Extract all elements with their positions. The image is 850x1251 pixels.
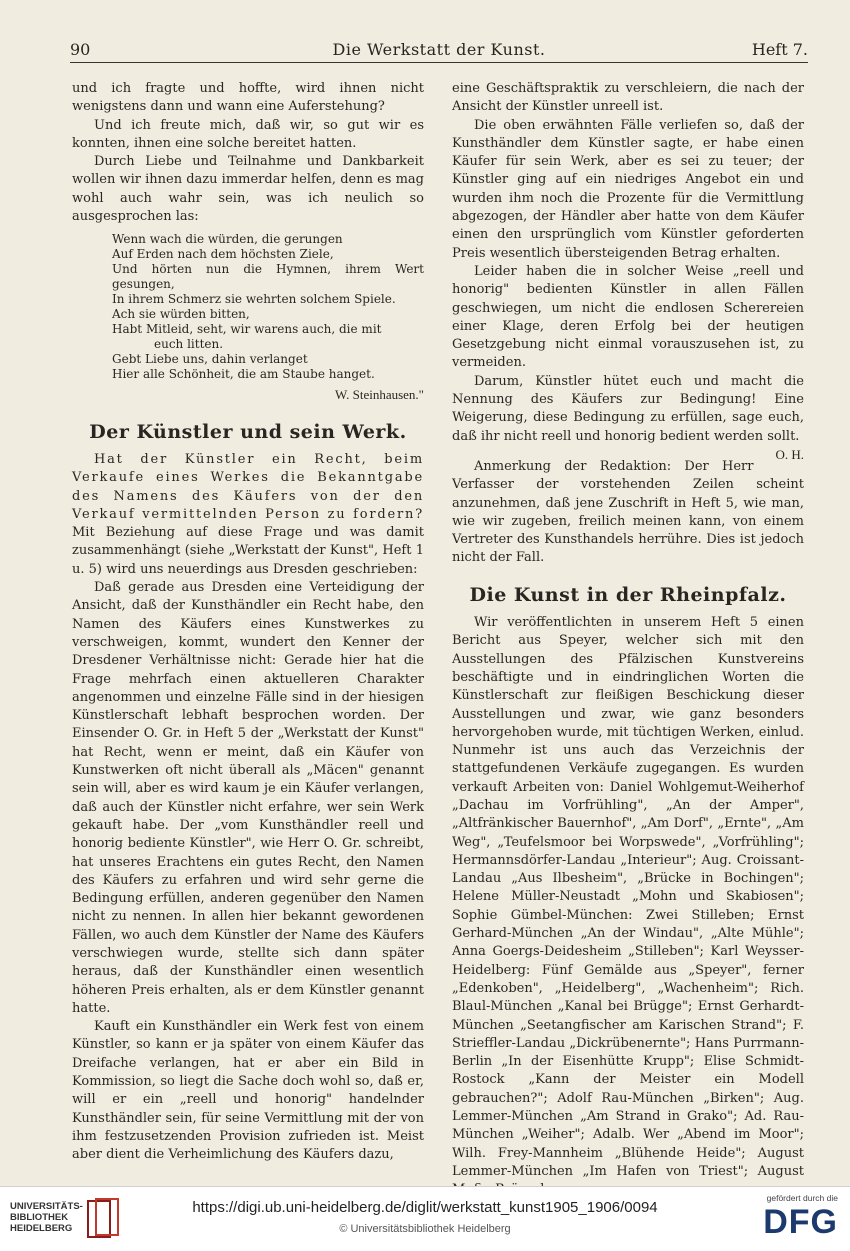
dfg-logo: DFG bbox=[763, 1203, 838, 1241]
paragraph bbox=[72, 451, 424, 579]
poem-line: euch litten. bbox=[154, 337, 224, 352]
sponsor-text: gefördert durch die bbox=[766, 1193, 838, 1203]
author-signature: O. H. bbox=[775, 446, 804, 462]
paragraph: Durch Liebe und Teilnahme und Dankbarkeit wollen wir ihnen dazu immerdar helfen, denn es mag wohl auch wahr sein, was ich neulich so ausgesprochen las: bbox=[72, 154, 424, 225]
issue-number: Heft 7. bbox=[751, 40, 808, 59]
paragraph: Kauft ein Kunsthändler ein Werk fest von einem Künstler, so kann er ja später von einem Käufer das Dreifache verlangen, hat er aber ein Bild in Kommission, so liegt die Sache doch wohl so, daß er, will er ein „reell und honorig" handelnder Kunsthändler sein, für seine Vermittlung mit der von ihm festzusetzenden Provision zufrieden ist. Meist aber dient die Verheimlichung des Käufers dazu, bbox=[72, 1019, 424, 1163]
poem-line: Habt Mitleid, seht, wir warens auch, die mit bbox=[112, 322, 382, 337]
section-title: Der Künstler und sein Werk. bbox=[89, 420, 407, 443]
paragraph: Leider haben die in solcher Weise „reell und honorig" bedienten Künstler in allen Fällen geschwiegen, um nicht die endlosen Scherereien einer Klage, deren Erfolg bei der heutigen Gesetzgebung nicht einmal vorauszusehen ist, zu vermeiden. bbox=[452, 263, 804, 371]
poem-signature: W. Steinhausen." bbox=[335, 387, 424, 403]
editorial-note: Anmerkung der Redaktion: Der Herr Verfasser der vorstehenden Zeilen scheint anzunehmen, daß jene Zuschrift in Heft 5, wie man, wie wir zugeben, freilich meinen kann, von einem Vertreter des Kunsthandels herrühre. Dies ist jedoch nicht der Fall. bbox=[452, 458, 804, 566]
paragraph: Daß gerade aus Dresden eine Verteidigung der Ansicht, daß der Kunsthändler ein Recht habe, den Namen des Käufers eines Kunstwerkes zu verschweigen, kommt, wundert den Kenner der Dresdener Verhältnisse nicht: Gerade hier hat die Frage mehrfach einen aktuelleren Charakter angenommen und einzelne Fälle sind in der hiesigen Künstlerschaft lebhaft besprochen worden. Der Einsender O. Gr. in Heft 5 der „Werkstatt der Kunst" hat Recht, wenn er meint, daß ein Käufer von Kunstwerken oft nicht überall als „Mäcen" genannt sein will, aber es wird kaum je ein Käufer verlangen, daß auch der Künstler nicht erfahre, wer sein Werk gekauft habe. Der „vom Kunsthändler reell und honorig bediente Künstler", wie Herr O. Gr. schreibt, hat unseres Erachtens ein gutes Recht, den Namen des Käufers zu erfahren und wird sehr gerne die Bedingung erfüllen, anderen gegenüber den Namen nicht zu nennen. In allen hier bekannt gewordenen Fällen, wo auch dem Künstler der Name des Käufers verschwiegen wurde, stellte sich dann später heraus, daß der Kunsthändler einen wesentlich höheren Preis erhalten, als er dem Künstler genannt hatte. bbox=[72, 580, 424, 1016]
left-column bbox=[72, 80, 424, 1165]
poem-line: Ach sie würden bitten, bbox=[112, 307, 250, 322]
paragraph: Und ich freute mich, daß wir, so gut wir es konnten, ihnen eine solche bereitet hatten. bbox=[72, 117, 424, 151]
lead-question: Hat der Künstler ein Recht, beim Verkaufe eines Werkes die Bekanntgabe des Namens des Käufers von der den Verkauf vermittelnden Person zu fordern? bbox=[72, 451, 424, 522]
poem-line: Hier alle Schönheit, die am Staube hanget. bbox=[112, 367, 375, 382]
poem-line: Wenn wach die würden, die gerungen bbox=[112, 232, 343, 247]
footer-bar bbox=[0, 1186, 850, 1251]
paragraph: eine Geschäftspraktik zu verschleiern, die nach der Ansicht der Künstler unreell ist. bbox=[452, 81, 804, 115]
library-logo-text: UNIVERSITÄTS- BIBLIOTHEK HEIDELBERG bbox=[10, 1201, 83, 1234]
poem-line: Und hörten nun die Hymnen, ihrem Wert gesungen, bbox=[112, 262, 424, 292]
poem-line: Auf Erden nach dem höchsten Ziele, bbox=[112, 247, 334, 262]
paragraph: Die oben erwähnten Fälle verliefen so, daß der Kunsthändler dem Künstler sagte, er habe einen Käufer für sein Werk, aber es sei zu teuer; der Künstler ging auf ein niedriges Angebot ein und wurden ihm noch die Prozente für die Vermittlung abgezogen, der Händler aber hatte von dem Käufer einen den ursprünglich vom Künstler geforderten Preis wesentlich übersteigenden Betrag erhalten. bbox=[452, 117, 804, 261]
source-link[interactable]: https://digi.ub.uni-heidelberg.de/diglit/werkstatt_kunst1905_1906/0094 bbox=[192, 1199, 658, 1216]
paragraph: und ich fragte und hoffte, wird ihnen nicht wenigstens dann und wann eine Auferstehung? bbox=[72, 81, 424, 115]
poem-line: Gebt Liebe uns, dahin verlanget bbox=[112, 352, 308, 367]
right-column bbox=[452, 80, 804, 1200]
paragraph-text: Darum, Künstler hütet euch und macht die Nennung des Käufers zur Bedingung! Eine Weigerung, diese Bedingung zu erfüllen, sage euch, daß ihr nicht reell und honorig bedient werden sollt. bbox=[452, 373, 804, 444]
poem bbox=[112, 232, 424, 382]
lead-rest: Mit Beziehung auf diese Frage und was damit zusammenhängt (siehe „Werkstatt der Kunst", Heft 1 u. 5) wird uns neuerdings aus Dresden geschrieben: bbox=[72, 525, 424, 577]
poem-line: In ihrem Schmerz sie wehrten solchem Spiele. bbox=[112, 292, 396, 307]
section-title: Die Kunst in der Rheinpfalz. bbox=[469, 583, 787, 606]
page-header bbox=[70, 38, 808, 63]
paragraph: Wir veröffentlichten in unserem Heft 5 einen Bericht aus Speyer, welcher sich mit den Ausstellungen des Pfälzischen Kunstvereins beschäftigte und in eindringlichen Worten die Künstlerschaft zur fleißigen Beschickung dieser Ausstellungen und zwar, wie ganz besonders hervorgehoben wurde, mit tüchtigen Werken, einlud. Nunmehr ist uns auch das Verzeichnis der stattgefundenen Verkäufe zugegangen. Es wurden verkauft Arbeiten von: Daniel Wohlgemut-Weiherhof „Dachau im Vorfrühling", „An der Amper", „Altfränkischer Bauernhof", „Am Dorf", „Ernte", „Am Weg", „Teufelsmoor bei Worpswede", „Vorfrühling"; Hermannsdörfer-Landau „Interieur"; Aug. Croissant-Landau „Aus Ilbesheim", „Brücke in Bochingen"; Helene Müller-Neustadt „Mohn und Skabiosen"; Sophie Gümbel-München: Zwei Stilleben; Ernst Gerhard-München „An der Windau", „Alte Mühle"; Anna Goergs-Deidesheim „Stilleben"; Karl Weysser-Heidelberg: Fünf Gemälde aus „Speyer", ferner „Edenkoben", „Heidelberg", „Wachenheim"; Rich. Blaul-München „Kanal bei Brügge"; Ernst Gerhardt-München „Seetangfischer am Karischen Strand"; F. Strieffler-Landau „Dickrübenernte"; Hans Purrmann-Berlin „In der Eisenhütte Krupp"; Elise Schmidt-Rostock „Kann der Meister ein Modell gebrauchen?"; Adolf Rau-München „Birken"; Aug. Lemmer-München „Am Strand in Grako"; Ad. Rau-München „Weiher"; Adalb. Wer „Abend im Moor"; Wilh. Frey-Mannheim „Blühende Heide"; August Lemmer-München „Im Hafen von Triest"; August bbox=[452, 615, 804, 1179]
page-number: 90 bbox=[70, 40, 91, 59]
copyright: © Universitätsbibliothek Heidelberg bbox=[339, 1223, 511, 1235]
running-title: Die Werkstatt der Kunst. bbox=[332, 40, 546, 59]
sponsor-block bbox=[763, 1193, 838, 1241]
paragraph bbox=[452, 373, 804, 462]
